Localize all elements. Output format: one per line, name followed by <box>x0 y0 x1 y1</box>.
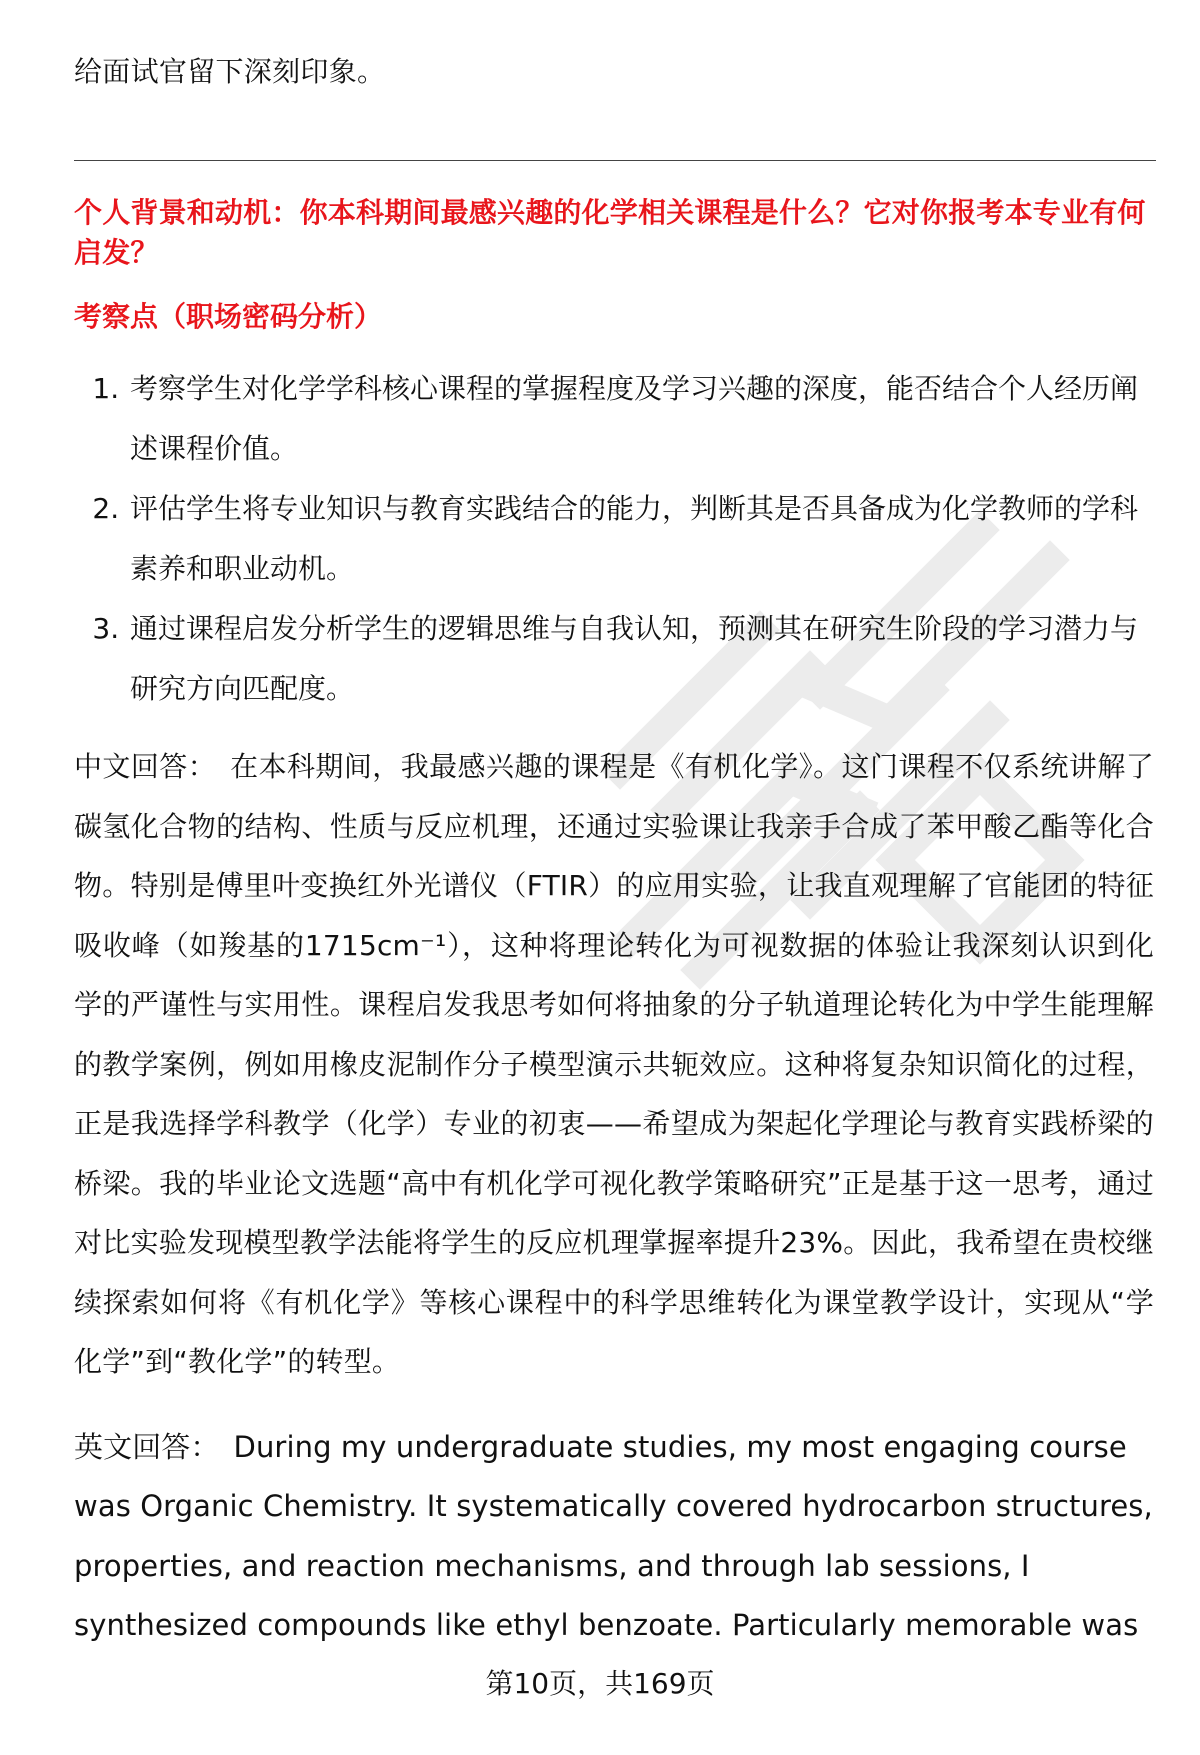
chinese-answer <box>74 737 1154 1392</box>
section-divider <box>74 160 1156 161</box>
question-heading: 个人背景和动机：你本科期间最感兴趣的化学相关课程是什么？它对你报考本专业有何启发？ <box>74 196 1146 269</box>
english-answer <box>74 1418 1154 1656</box>
analysis-point: 1. 考察学生对化学学科核心课程的掌握程度及学习兴趣的深度，能否结合个人经历阐述课程价值。 <box>128 359 1154 479</box>
analysis-points-list <box>74 359 1154 719</box>
english-answer-text: During my undergraduate studies, my most engaging course was Organic Chemistry. It systematically covered hydrocarbon structures, properties, and reaction mechanisms, and through lab sessions, I synthesized compounds like ethyl benzoate. Particularly memorable was <box>74 1429 1153 1642</box>
page-number: 第10页，共169页 <box>485 1667 715 1700</box>
page-content <box>74 52 1154 1656</box>
chinese-answer-text: 在本科期间，我最感兴趣的课程是《有机化学》。这门课程不仅系统讲解了碳氢化合物的结构、性质与反应机理，还通过实验课让我亲手合成了苯甲酸乙酯等化合物。特别是傅里叶变换红外光谱仪（FTIR）的应用实验，让我直观理解了官能团的特征吸收峰（如羧基的1715cm⁻¹），这种将理论转化为可视数据的体验让我深刻认识到化学的严谨性与实用性。课程启发我思考如何将抽象的分子轨道理论转化为中学生能理解的教学案例，例如用橡皮泥制作分子模型演示共轭效应。这种将复杂知识简化的过程，正是我选择学科教学（化学）专业的初衷——希望成为架起化学理论与教育实践桥梁的桥梁。我的毕业论文选题“高中有机化学可视化教学策略研究”正是基于这一思考，通过对比实验发现模型教学法能将学生的反应机理掌握率提升23%。因此，我希望在贵校继续探索如何将《有机化学》等核心课程中的科学思维转化为课堂教学设计，实现从“学化学”到“教化学”的转型。 <box>74 750 1154 1378</box>
analysis-point: 2. 评估学生将专业知识与教育实践结合的能力，判断其是否具备成为化学教师的学科素养和职业动机。 <box>128 479 1154 599</box>
analysis-heading: 考察点（职场密码分析） <box>74 300 383 333</box>
chinese-answer-label: 中文回答： <box>74 750 217 783</box>
analysis-point: 3. 通过课程启发分析学生的逻辑思维与自我认知，预测其在研究生阶段的学习潜力与研究方向匹配度。 <box>128 599 1154 719</box>
intro-text: 给面试官留下深刻印象。 <box>74 55 386 88</box>
english-answer-label: 英文回答： <box>74 1429 220 1464</box>
